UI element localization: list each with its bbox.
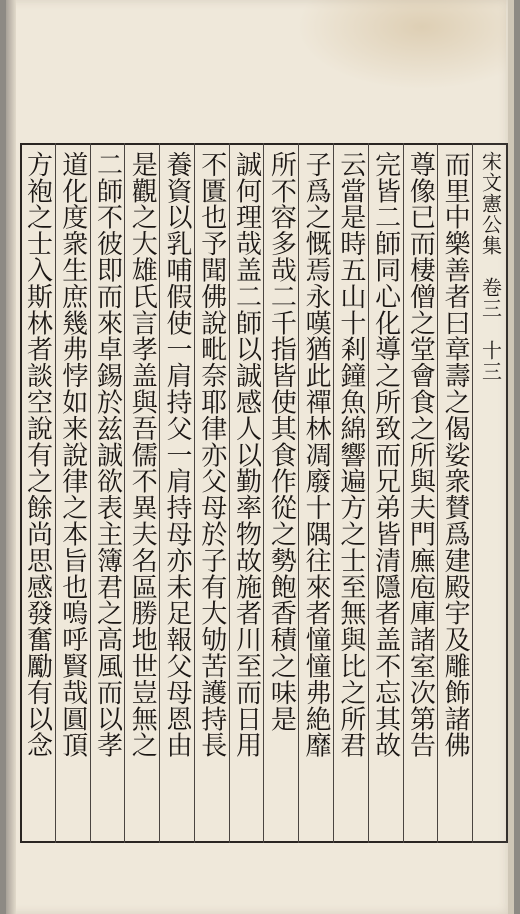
column-text: 誠何理哉盖二師以誠感人以勤率物故施者川至而日用 [231, 151, 262, 759]
page-edge [508, 0, 514, 914]
column-text: 云當是時五山十剎鐘魚綿響遍方之士至無與比之所君 [335, 151, 366, 759]
text-column-8 [194, 143, 229, 843]
text-column-13 [20, 143, 55, 843]
column-text: 道化度衆生庶幾弗悖如来說律之本旨也嗚呼賢哉圓頂 [57, 151, 88, 759]
column-text: 二師不彼即而來卓錫於兹誠欲表主簿君之高風而以孝 [92, 151, 123, 759]
text-column-1 [437, 143, 472, 843]
text-column-6 [263, 143, 298, 843]
text-column-5 [298, 143, 333, 843]
column-text: 養資以乳哺假使一肩持父一肩持母亦未足報父母恩由 [162, 151, 193, 759]
text-column-3 [368, 143, 403, 843]
book-page [6, 0, 514, 914]
column-text: 而里中樂善者曰章壽之偈娑衆賛爲建殿宇及雕飾諸佛 [440, 151, 471, 759]
column-text: 所不容多哉二千指皆使其食作從之勢飽香積之味是 [266, 151, 297, 732]
column-text: 子爲之慨焉永嘆猶此禪林凋廢十隅往來者憧憧弗絶靡 [301, 151, 332, 759]
text-column-4 [333, 143, 368, 843]
column-text: 完皆二師同心化導之所致而兄弟皆清隱者盖不忘其故 [370, 151, 401, 759]
banxin-text: 宋文憲公集 卷三 十三 [478, 151, 503, 382]
column-text: 方袍之士入斯林者談空說有之餘尚思感發奮勵有以念 [22, 151, 53, 759]
banxin-column [472, 143, 508, 843]
page-gutter-shadow [6, 0, 16, 914]
paper-stain [296, 0, 506, 90]
column-text: 不匱也予聞佛說毗奈耶律亦父母於子有大劬苦護持長 [196, 151, 227, 759]
text-column-11 [90, 143, 125, 843]
text-column-7 [229, 143, 264, 843]
text-column-12 [55, 143, 90, 843]
column-text: 尊像已而棲僧之堂會食之所與夫門廡庖庫諸室次第告 [405, 151, 436, 759]
text-column-10 [124, 143, 159, 843]
text-column-2 [403, 143, 438, 843]
column-text: 是觀之大雄氏言孝盖與吾儒不異夫名區勝地世豈無之 [127, 151, 158, 759]
text-column-9 [159, 143, 194, 843]
text-columns [20, 143, 508, 843]
